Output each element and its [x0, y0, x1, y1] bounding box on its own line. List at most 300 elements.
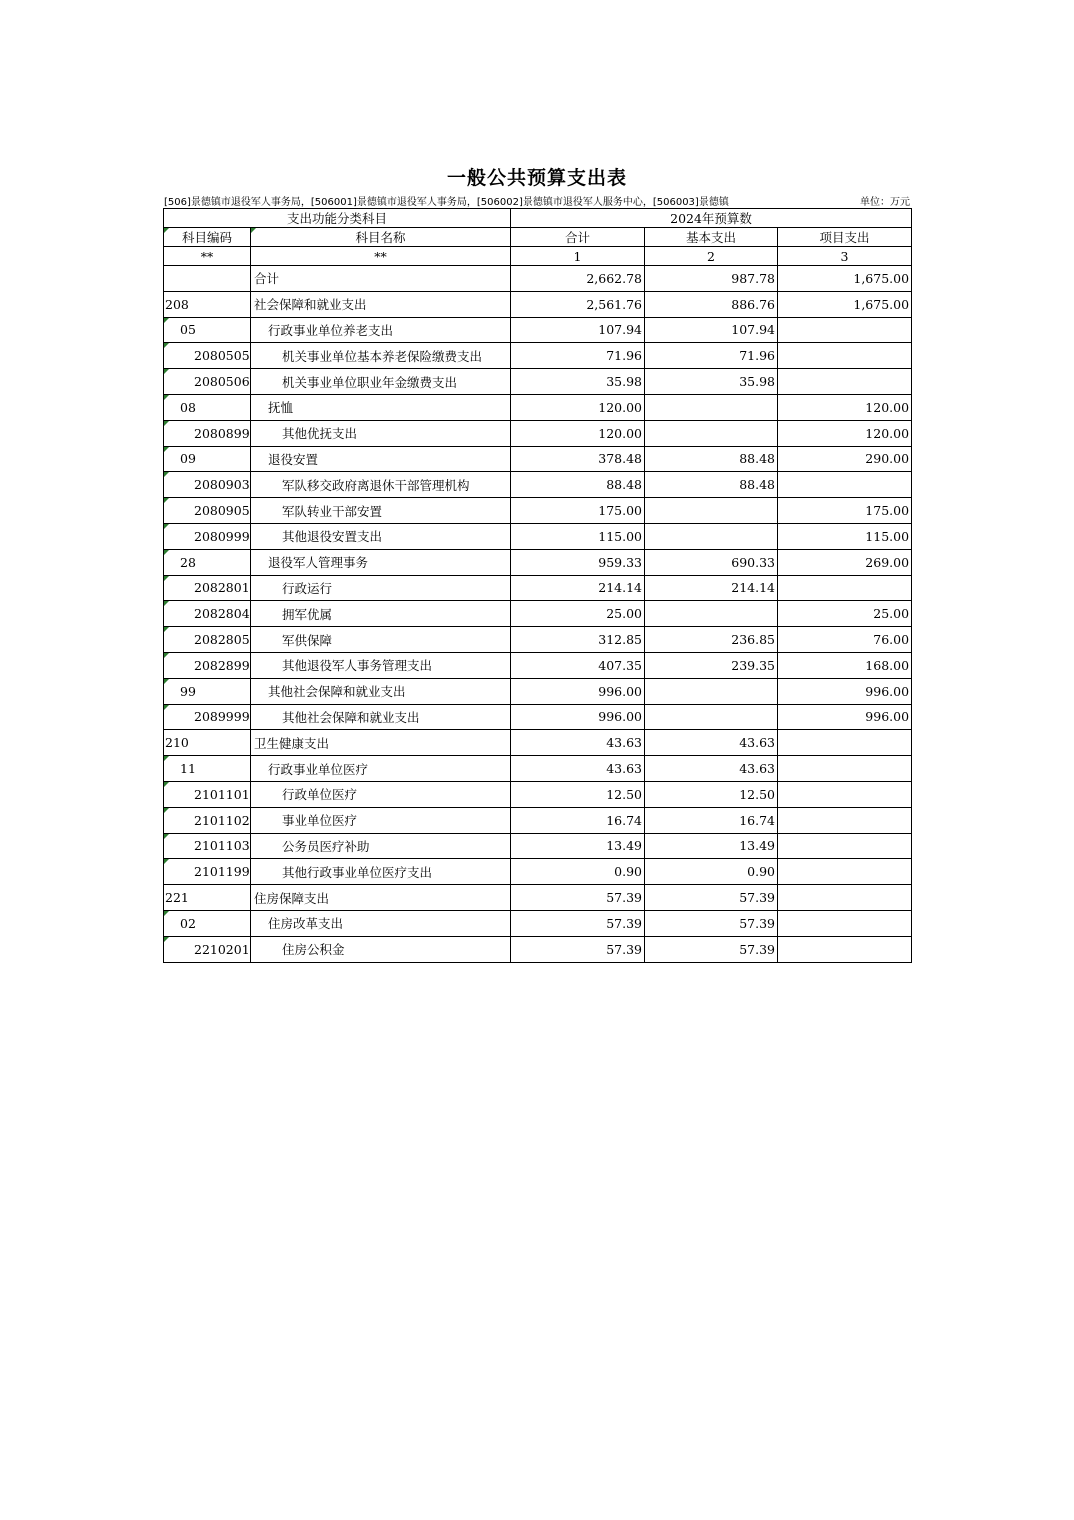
table-row: [164, 266, 912, 292]
row-name-text: 其他社会保障和就业支出: [268, 684, 406, 700]
row-project-cell: [778, 523, 912, 549]
table-row: [164, 730, 912, 756]
row-basic-cell: [645, 472, 778, 498]
row-total-cell: [511, 652, 645, 678]
cell-marker-icon: [164, 447, 169, 452]
header-subject-name: [251, 228, 511, 247]
row-total-text: 2,561.76: [586, 296, 643, 312]
table-row: [164, 910, 912, 936]
row-total-text: 107.94: [598, 322, 643, 338]
row-total-text: 2,662.78: [586, 270, 643, 286]
row-basic-text: 107.94: [731, 322, 776, 338]
row-project-cell: [778, 833, 912, 859]
row-total-cell: [511, 833, 645, 859]
row-total-cell: [511, 317, 645, 343]
row-project-cell: [778, 472, 912, 498]
page-title: 一般公共预算支出表: [446, 167, 627, 189]
row-total-cell: [511, 343, 645, 369]
row-name-text: 退役安置: [268, 451, 319, 467]
row-basic-text: 987.78: [731, 270, 776, 286]
row-name-text: 卫生健康支出: [254, 735, 330, 751]
row-code-text: 09: [180, 451, 196, 467]
table-row: [164, 291, 912, 317]
row-basic-cell: [645, 781, 778, 807]
row-name-cell: [251, 859, 511, 885]
row-code-cell: [164, 627, 251, 653]
row-project-cell: [778, 704, 912, 730]
row-total-cell: [511, 627, 645, 653]
row-basic-text: 12.50: [739, 786, 776, 802]
row-basic-text: 690.33: [731, 554, 776, 570]
header-index-total: 1: [511, 247, 645, 266]
row-project-cell: [778, 730, 912, 756]
row-name-cell: [251, 343, 511, 369]
row-project-cell: [778, 627, 912, 653]
cell-marker-icon: [164, 498, 169, 503]
cell-marker-icon: [164, 343, 169, 348]
row-code-cell: [164, 601, 251, 627]
table-row: [164, 369, 912, 395]
row-code-cell: [164, 472, 251, 498]
row-basic-text: 57.39: [739, 941, 776, 957]
row-basic-text: 13.49: [739, 838, 776, 854]
unit-label: 单位：万元: [860, 197, 910, 208]
cell-marker-icon: [164, 679, 169, 684]
row-basic-cell: [645, 420, 778, 446]
row-project-text: 120.00: [865, 425, 910, 441]
row-project-cell: [778, 807, 912, 833]
row-code-text: 208: [165, 296, 189, 312]
row-name-text: 机关事业单位基本养老保险缴费支出: [282, 348, 483, 364]
table-row: [164, 885, 912, 911]
row-basic-cell: [645, 704, 778, 730]
row-code-text: 2082801: [194, 580, 250, 596]
row-basic-text: 57.39: [739, 915, 776, 931]
row-total-cell: [511, 291, 645, 317]
cell-marker-icon: [164, 421, 169, 426]
row-code-text: 2080505: [194, 348, 250, 364]
row-total-text: 0.90: [614, 864, 643, 880]
row-basic-text: 43.63: [739, 761, 776, 777]
row-total-text: 43.63: [606, 735, 643, 751]
row-name-cell: [251, 704, 511, 730]
cell-marker-icon: [164, 395, 169, 400]
row-code-cell: [164, 498, 251, 524]
table-row: [164, 859, 912, 885]
row-total-text: 43.63: [606, 761, 643, 777]
cell-marker-icon: [164, 808, 169, 813]
row-project-cell: [778, 859, 912, 885]
row-name-text: 公务员医疗补助: [282, 838, 370, 854]
cell-marker-icon: [164, 228, 169, 233]
row-name-text: 其他退役安置支出: [282, 529, 383, 545]
row-name-text: 行政事业单位养老支出: [268, 322, 394, 338]
row-basic-text: 214.14: [731, 580, 776, 596]
row-total-text: 57.39: [606, 915, 643, 931]
row-total-cell: [511, 807, 645, 833]
row-basic-text: 43.63: [739, 735, 776, 751]
row-code-text: 2089999: [194, 709, 250, 725]
header-project-expenditure: 项目支出: [778, 228, 912, 247]
row-code-text: 2210201: [194, 941, 250, 957]
cell-marker-icon: [164, 627, 169, 632]
row-name-cell: [251, 730, 511, 756]
row-project-text: 175.00: [865, 503, 910, 519]
row-total-cell: [511, 420, 645, 446]
row-code-cell: [164, 756, 251, 782]
row-project-cell: [778, 394, 912, 420]
row-basic-cell: [645, 910, 778, 936]
row-total-cell: [511, 549, 645, 575]
header-index-name: **: [251, 247, 511, 266]
row-code-cell: [164, 807, 251, 833]
table-row: [164, 446, 912, 472]
cell-marker-icon: [164, 911, 169, 916]
row-project-cell: [778, 936, 912, 962]
row-project-cell: [778, 885, 912, 911]
row-basic-text: 16.74: [739, 812, 776, 828]
row-basic-text: 88.48: [739, 477, 776, 493]
table-row: [164, 575, 912, 601]
row-total-text: 35.98: [606, 374, 643, 390]
row-basic-text: 88.48: [739, 451, 776, 467]
row-name-text: 军队移交政府离退休干部管理机构: [282, 477, 470, 493]
row-code-text: 2080506: [194, 374, 250, 390]
row-total-text: 175.00: [598, 503, 643, 519]
row-total-text: 115.00: [598, 528, 643, 544]
row-name-text: 拥军优属: [282, 606, 333, 622]
row-code-cell: [164, 266, 251, 292]
row-project-text: 996.00: [865, 683, 910, 699]
table-row: [164, 523, 912, 549]
row-name-text: 军供保障: [282, 632, 333, 648]
row-code-text: 2101101: [194, 786, 250, 802]
row-code-text: 2080905: [194, 503, 250, 519]
row-basic-cell: [645, 369, 778, 395]
row-project-cell: [778, 678, 912, 704]
row-total-cell: [511, 678, 645, 704]
row-code-cell: [164, 730, 251, 756]
header-total: 合计: [511, 228, 645, 247]
row-name-text: 其他退役军人事务管理支出: [282, 658, 433, 674]
row-total-text: 16.74: [606, 812, 643, 828]
row-total-text: 12.50: [606, 786, 643, 802]
table-row: [164, 601, 912, 627]
row-code-cell: [164, 291, 251, 317]
row-total-text: 71.96: [606, 348, 643, 364]
row-name-text: 住房改革支出: [268, 916, 344, 932]
row-code-text: 210: [165, 735, 189, 751]
row-project-cell: [778, 420, 912, 446]
row-basic-cell: [645, 859, 778, 885]
row-basic-cell: [645, 498, 778, 524]
row-total-cell: [511, 523, 645, 549]
row-total-cell: [511, 859, 645, 885]
row-code-cell: [164, 343, 251, 369]
table-row: [164, 652, 912, 678]
row-basic-cell: [645, 394, 778, 420]
cell-marker-icon: [164, 834, 169, 839]
row-total-cell: [511, 394, 645, 420]
row-basic-text: 71.96: [739, 348, 776, 364]
header-index-basic: 2: [645, 247, 778, 266]
row-name-text: 其他行政事业单位医疗支出: [282, 864, 433, 880]
row-basic-cell: [645, 833, 778, 859]
row-name-cell: [251, 498, 511, 524]
cell-marker-icon: [164, 937, 169, 942]
row-code-cell: [164, 885, 251, 911]
row-project-text: 996.00: [865, 709, 910, 725]
row-name-cell: [251, 317, 511, 343]
cell-marker-icon: [164, 576, 169, 581]
table-row: [164, 833, 912, 859]
row-name-cell: [251, 885, 511, 911]
table-row: [164, 420, 912, 446]
table-row: [164, 498, 912, 524]
row-basic-cell: [645, 627, 778, 653]
row-basic-cell: [645, 575, 778, 601]
header-column-row: [164, 228, 912, 247]
row-basic-cell: [645, 652, 778, 678]
row-total-text: 120.00: [598, 425, 643, 441]
row-code-text: 28: [180, 554, 196, 570]
row-project-cell: [778, 498, 912, 524]
row-total-cell: [511, 575, 645, 601]
row-project-cell: [778, 601, 912, 627]
row-name-text: 行政事业单位医疗: [268, 761, 369, 777]
row-total-cell: [511, 781, 645, 807]
row-project-cell: [778, 575, 912, 601]
header-index-code: **: [164, 247, 251, 266]
table-row: [164, 317, 912, 343]
row-name-cell: [251, 266, 511, 292]
cell-marker-icon: [164, 472, 169, 477]
row-project-text: 76.00: [873, 632, 910, 648]
row-basic-cell: [645, 807, 778, 833]
row-total-text: 312.85: [598, 632, 643, 648]
row-total-text: 88.48: [606, 477, 643, 493]
row-total-cell: [511, 756, 645, 782]
cell-marker-icon: [164, 524, 169, 529]
row-basic-cell: [645, 885, 778, 911]
row-name-text: 住房公积金: [282, 942, 345, 958]
row-code-text: 02: [180, 915, 196, 931]
row-name-cell: [251, 549, 511, 575]
row-name-cell: [251, 936, 511, 962]
table-row: [164, 781, 912, 807]
row-code-cell: [164, 446, 251, 472]
row-basic-cell: [645, 549, 778, 575]
row-project-text: 168.00: [865, 657, 910, 673]
row-basic-text: 0.90: [747, 864, 776, 880]
row-basic-cell: [645, 291, 778, 317]
table-row: [164, 704, 912, 730]
budget-table: [163, 208, 912, 963]
row-project-text: 269.00: [865, 554, 910, 570]
row-total-cell: [511, 472, 645, 498]
budget-units-text: [506]景德镇市退役军人事务局，[506001]景德镇市退役军人事务局，[506002]景德镇市退役军人服务中心，[506003]景德镇: [164, 197, 729, 208]
row-code-text: 2101199: [194, 864, 250, 880]
row-code-text: 2082805: [194, 632, 250, 648]
row-total-cell: [511, 936, 645, 962]
row-basic-cell: [645, 678, 778, 704]
row-name-text: 退役军人管理事务: [268, 555, 369, 571]
cell-marker-icon: [164, 756, 169, 761]
row-project-cell: [778, 291, 912, 317]
row-basic-cell: [645, 343, 778, 369]
row-project-cell: [778, 446, 912, 472]
row-name-text: 事业单位医疗: [282, 813, 358, 829]
header-subject-name-label: 科目名称: [355, 230, 406, 245]
row-project-text: 1,675.00: [853, 270, 910, 286]
row-name-text: 其他优抚支出: [282, 426, 358, 442]
row-project-text: 1,675.00: [853, 296, 910, 312]
row-name-cell: [251, 756, 511, 782]
table-row: [164, 807, 912, 833]
row-name-text: 合计: [254, 271, 280, 287]
header-subject-code: [164, 228, 251, 247]
row-project-text: 120.00: [865, 399, 910, 415]
header-index-project: 3: [778, 247, 912, 266]
header-budget-year: 2024年预算数: [511, 209, 912, 228]
table-row: [164, 627, 912, 653]
row-code-cell: [164, 369, 251, 395]
table-row: [164, 936, 912, 962]
row-total-text: 57.39: [606, 890, 643, 906]
row-code-text: 221: [165, 890, 189, 906]
row-code-text: 2082804: [194, 606, 250, 622]
table-row: [164, 343, 912, 369]
row-total-text: 25.00: [606, 606, 643, 622]
row-total-text: 959.33: [598, 554, 643, 570]
row-name-cell: [251, 575, 511, 601]
row-code-text: 2080903: [194, 477, 250, 493]
row-code-cell: [164, 936, 251, 962]
row-project-text: 115.00: [865, 528, 910, 544]
row-project-cell: [778, 756, 912, 782]
row-name-cell: [251, 472, 511, 498]
row-total-text: 407.35: [598, 657, 643, 673]
row-code-text: 05: [180, 322, 196, 338]
row-project-cell: [778, 781, 912, 807]
row-code-cell: [164, 910, 251, 936]
row-name-cell: [251, 781, 511, 807]
row-name-cell: [251, 678, 511, 704]
row-name-text: 行政运行: [282, 580, 333, 596]
row-total-cell: [511, 601, 645, 627]
cell-marker-icon: [164, 705, 169, 710]
cell-marker-icon: [164, 859, 169, 864]
row-name-cell: [251, 601, 511, 627]
row-total-cell: [511, 446, 645, 472]
row-code-cell: [164, 704, 251, 730]
row-total-text: 120.00: [598, 399, 643, 415]
table-row: [164, 394, 912, 420]
row-basic-cell: [645, 756, 778, 782]
table-row: [164, 472, 912, 498]
row-name-text: 住房保障支出: [254, 890, 330, 906]
header-basic-expenditure: 基本支出: [645, 228, 778, 247]
row-name-text: 社会保障和就业支出: [254, 297, 367, 313]
row-basic-text: 57.39: [739, 890, 776, 906]
row-basic-text: 236.85: [731, 632, 776, 648]
cell-marker-icon: [164, 318, 169, 323]
row-name-cell: [251, 394, 511, 420]
row-total-cell: [511, 369, 645, 395]
row-code-cell: [164, 781, 251, 807]
header-index-row: [164, 247, 912, 266]
table-row: [164, 549, 912, 575]
row-code-text: 08: [180, 399, 196, 415]
row-basic-cell: [645, 730, 778, 756]
row-code-text: 2101102: [194, 812, 250, 828]
row-code-text: 99: [180, 683, 196, 699]
row-name-text: 抚恤: [268, 400, 294, 416]
row-name-text: 机关事业单位职业年金缴费支出: [282, 374, 458, 390]
row-code-cell: [164, 394, 251, 420]
row-name-cell: [251, 446, 511, 472]
row-total-cell: [511, 704, 645, 730]
row-total-cell: [511, 730, 645, 756]
row-name-text: 军队转业干部安置: [282, 503, 383, 519]
row-code-text: 2080999: [194, 528, 250, 544]
row-code-text: 11: [180, 761, 196, 777]
row-total-cell: [511, 885, 645, 911]
row-name-cell: [251, 627, 511, 653]
row-project-cell: [778, 910, 912, 936]
row-basic-text: 886.76: [731, 296, 776, 312]
cell-marker-icon: [164, 550, 169, 555]
row-basic-cell: [645, 266, 778, 292]
header-functional-classification: 支出功能分类科目: [164, 209, 511, 228]
row-total-cell: [511, 910, 645, 936]
row-total-cell: [511, 498, 645, 524]
row-basic-cell: [645, 317, 778, 343]
row-total-text: 57.39: [606, 941, 643, 957]
row-code-text: 2101103: [194, 838, 250, 854]
row-code-cell: [164, 678, 251, 704]
row-basic-cell: [645, 446, 778, 472]
row-project-cell: [778, 343, 912, 369]
cell-marker-icon: [164, 653, 169, 658]
cell-marker-icon: [251, 228, 256, 233]
row-code-cell: [164, 317, 251, 343]
row-name-text: 其他社会保障和就业支出: [282, 709, 420, 725]
row-name-cell: [251, 652, 511, 678]
cell-marker-icon: [164, 601, 169, 606]
row-project-cell: [778, 266, 912, 292]
table-row: [164, 678, 912, 704]
row-name-cell: [251, 910, 511, 936]
row-total-text: 378.48: [598, 451, 643, 467]
row-name-cell: [251, 420, 511, 446]
row-code-cell: [164, 575, 251, 601]
row-project-cell: [778, 549, 912, 575]
row-total-cell: [511, 266, 645, 292]
row-name-text: 行政单位医疗: [282, 787, 358, 803]
row-project-cell: [778, 369, 912, 395]
unit-line: [164, 193, 910, 207]
row-project-text: 25.00: [873, 606, 910, 622]
row-name-cell: [251, 523, 511, 549]
row-project-cell: [778, 317, 912, 343]
row-name-cell: [251, 807, 511, 833]
row-project-text: 290.00: [865, 451, 910, 467]
row-code-text: 2080899: [194, 425, 250, 441]
row-total-text: 996.00: [598, 709, 643, 725]
row-code-cell: [164, 859, 251, 885]
header-subject-code-label: 科目编码: [181, 230, 232, 245]
